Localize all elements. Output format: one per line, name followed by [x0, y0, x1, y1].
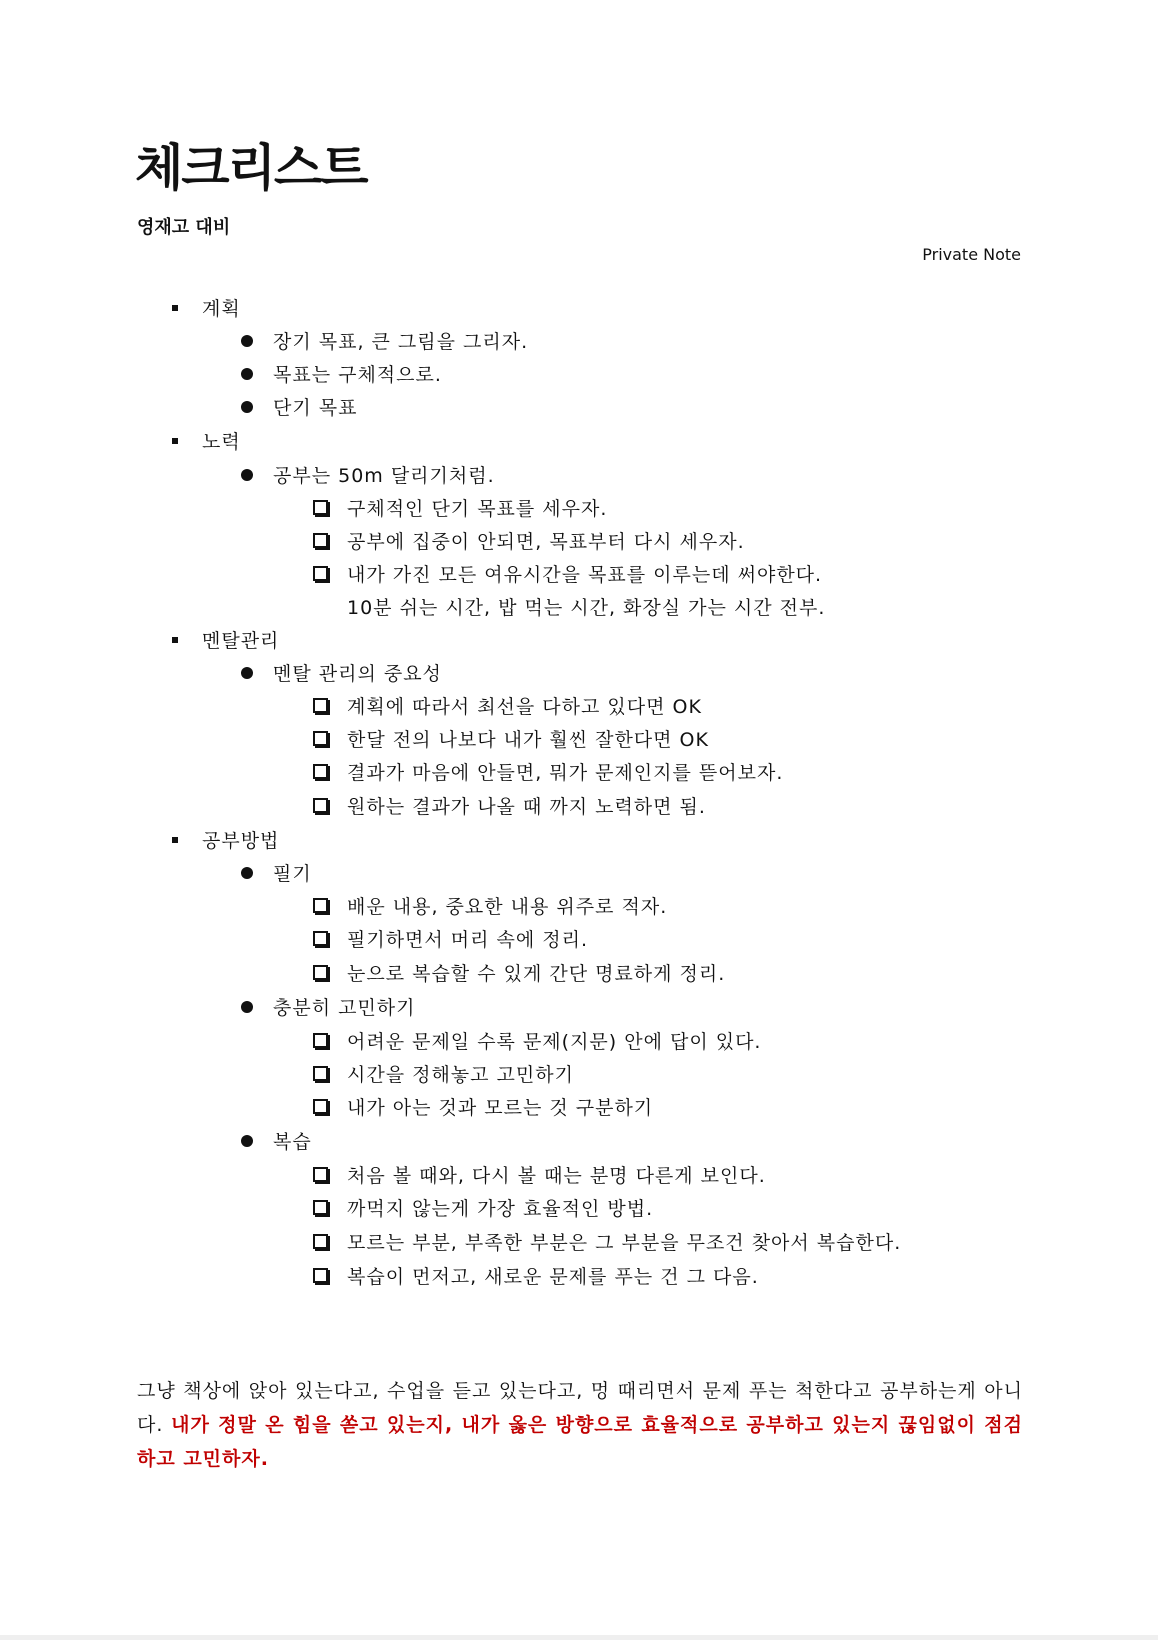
checkbox-icon [313, 764, 328, 779]
checklist-item [313, 790, 706, 824]
item-text: 눈으로 복습할 수 있게 간단 명료하게 정리. [347, 963, 726, 985]
heading-text: 계획 [202, 298, 241, 320]
checklist-item [313, 1159, 766, 1193]
item-text: 공부는 50m 달리기처럼. [273, 465, 495, 487]
item-text: 구체적인 단기 목표를 세우자. [347, 498, 608, 520]
checklist-item [313, 690, 702, 724]
round-bullet-icon [241, 368, 253, 380]
list-item [241, 857, 312, 891]
checklist-item [313, 923, 588, 957]
checkbox-icon [313, 731, 328, 746]
checklist-item [313, 492, 607, 526]
list-item [241, 358, 442, 392]
square-bullet-icon [172, 837, 178, 843]
square-bullet-icon [172, 305, 178, 311]
checkbox-icon [313, 1234, 328, 1249]
checkbox-icon [313, 898, 328, 913]
checklist-item [313, 558, 822, 592]
checkbox-icon [313, 1200, 328, 1215]
page-title: 체크리스트 [135, 139, 367, 197]
item-text: 공부에 집중이 안되면, 목표부터 다시 세우자. [347, 531, 745, 553]
item-text: 복습 [273, 1131, 312, 1153]
checklist-item [313, 1226, 901, 1260]
round-bullet-icon [241, 1135, 253, 1147]
list-item [241, 1125, 312, 1159]
page-subtitle: 영재고 대비 [137, 217, 231, 238]
square-bullet-icon [172, 637, 178, 643]
checklist-item-continuation: 10분 쉬는 시간, 밥 먹는 시간, 화장실 가는 시간 전부. [347, 597, 826, 619]
checklist-item [313, 723, 709, 757]
heading-text: 공부방법 [202, 830, 280, 852]
item-text: 시간을 정해놓고 고민하기 [347, 1064, 574, 1086]
checkbox-icon [313, 533, 328, 548]
list-item [241, 459, 495, 493]
round-bullet-icon [241, 1001, 253, 1013]
checklist-item [313, 1260, 759, 1294]
item-text: 단기 목표 [273, 397, 358, 419]
closing-emphasis-text: 내가 정말 온 힘을 쏟고 있는지, 내가 옳은 방향으로 효율적으로 공부하고 있는지 끊임없이 점검하고 고민하자. [137, 1414, 1023, 1470]
private-note-label: Private Note [922, 245, 1021, 264]
round-bullet-icon [241, 401, 253, 413]
section-heading-mental [172, 624, 279, 658]
item-text: 충분히 고민하기 [273, 997, 416, 1019]
section-heading-effort [172, 425, 241, 459]
round-bullet-icon [241, 469, 253, 481]
closing-paragraph [137, 1374, 1023, 1476]
checklist-item [313, 1091, 653, 1125]
item-text: 결과가 마음에 안들면, 뭐가 문제인지를 뜯어보자. [347, 762, 784, 784]
item-text: 계획에 따라서 최선을 다하고 있다면 OK [347, 696, 702, 718]
heading-text: 노력 [202, 431, 241, 453]
closing-plain-text: 그냥 책상에 앉아 있는다고, 수업을 듣고 있는다고, 멍 때리면서 문제 푸는 척한다고 공부하는게 아니다. [137, 1380, 1023, 1436]
checkbox-icon [313, 698, 328, 713]
item-text: 멘탈 관리의 중요성 [273, 663, 442, 685]
checklist-item [313, 1058, 574, 1092]
checklist-item [313, 957, 725, 991]
item-text: 내가 아는 것과 모르는 것 구분하기 [347, 1097, 654, 1119]
checklist-item [313, 1192, 653, 1226]
heading-text: 멘탈관리 [202, 630, 280, 652]
checkbox-icon [313, 931, 328, 946]
list-item [241, 991, 416, 1025]
section-heading-method [172, 824, 279, 858]
list-item [241, 325, 528, 359]
item-text: 배운 내용, 중요한 내용 위주로 적자. [347, 896, 668, 918]
checkbox-icon [313, 965, 328, 980]
checklist-item [313, 1025, 761, 1059]
item-text: 까먹지 않는게 가장 효율적인 방법. [347, 1198, 654, 1220]
square-bullet-icon [172, 438, 178, 444]
item-text: 필기하면서 머리 속에 정리. [347, 929, 589, 951]
checklist-item [313, 756, 783, 790]
checklist-item [313, 525, 745, 559]
checkbox-icon [313, 1167, 328, 1182]
checkbox-icon [313, 1033, 328, 1048]
checkbox-icon [313, 1099, 328, 1114]
item-text: 필기 [273, 863, 312, 885]
item-text: 모르는 부분, 부족한 부분은 그 부분을 무조건 찾아서 복습한다. [347, 1232, 902, 1254]
checkbox-icon [313, 500, 328, 515]
list-item [241, 391, 357, 425]
item-text: 내가 가진 모든 여유시간을 목표를 이루는데 써야한다. [347, 564, 823, 586]
checkbox-icon [313, 798, 328, 813]
checkbox-icon [313, 1066, 328, 1081]
round-bullet-icon [241, 335, 253, 347]
round-bullet-icon [241, 667, 253, 679]
item-text: 처음 볼 때와, 다시 볼 때는 분명 다른게 보인다. [347, 1165, 766, 1187]
checklist-item [313, 890, 667, 924]
item-text: 어려운 문제일 수록 문제(지문) 안에 답이 있다. [347, 1031, 762, 1053]
list-item [241, 657, 442, 691]
section-heading-plan [172, 292, 241, 326]
item-text: 원하는 결과가 나올 때 까지 노력하면 됨. [347, 796, 706, 818]
checkbox-icon [313, 1268, 328, 1283]
item-text: 한달 전의 나보다 내가 훨씬 잘한다면 OK [347, 729, 709, 751]
item-text: 목표는 구체적으로. [273, 364, 442, 386]
item-text: 복습이 먼저고, 새로운 문제를 푸는 건 그 다음. [347, 1266, 759, 1288]
round-bullet-icon [241, 867, 253, 879]
page-bottom-divider [0, 1635, 1158, 1640]
item-text: 장기 목표, 큰 그림을 그리자. [273, 331, 529, 353]
checkbox-icon [313, 566, 328, 581]
